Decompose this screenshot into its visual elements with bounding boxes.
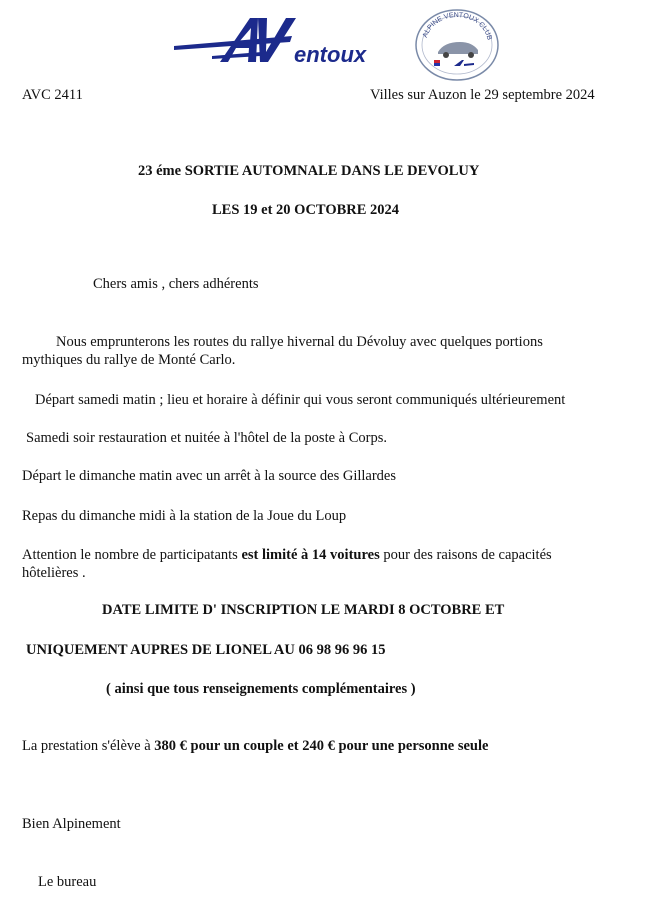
registration-info: ( ainsi que tous renseignements complémentaires ) <box>106 681 416 697</box>
greeting: Chers amis , chers adhérents <box>93 276 259 292</box>
paragraph-6-post: pour des raisons de capacités <box>379 547 552 563</box>
signature: Le bureau <box>38 874 97 890</box>
place-and-date: Villes sur Auzon le 29 septembre 2024 <box>370 87 595 103</box>
title-line-1: 23 éme SORTIE AUTOMNALE DANS LE DEVOLUY <box>138 163 480 179</box>
club-seal-icon <box>414 8 500 82</box>
paragraph-5: Repas du dimanche midi à la station de la Joue du Loup <box>22 508 347 524</box>
svg-text:ALPINE VENTOUX CLUB: ALPINE VENTOUX CLUB <box>421 11 493 41</box>
reference-number: AVC 2411 <box>22 87 83 103</box>
paragraph-3: Samedi soir restauration et nuitée à l'hôtel de la poste à Corps. <box>26 430 387 446</box>
participant-limit: est limité à 14 voitures <box>241 547 380 563</box>
paragraph-6-line-1 <box>22 546 552 564</box>
price-pre: La prestation s'élève à <box>22 738 155 754</box>
paragraph-6-pre: Attention le nombre de participatants <box>22 547 242 563</box>
registration-deadline: DATE LIMITE D' INSCRIPTION LE MARDI 8 OCTOBRE ET <box>102 602 505 618</box>
paragraph-4: Départ le dimanche matin avec un arrêt à la source des Gillardes <box>22 468 397 484</box>
paragraph-1-line-2: mythiques du rallye de Monté Carlo. <box>22 352 236 368</box>
registration-contact: UNIQUEMENT AUPRES DE LIONEL AU 06 98 96 96 15 <box>26 642 386 658</box>
paragraph-1-line-1: Nous emprunterons les routes du rallye hivernal du Dévoluy avec quelques portions <box>56 334 543 350</box>
price-line <box>22 737 488 755</box>
paragraph-2: Départ samedi matin ; lieu et horaire à définir qui vous seront communiqués ultérieurement <box>35 392 566 408</box>
salutation: Bien Alpinement <box>22 816 121 832</box>
paragraph-6-line-2: hôtelières . <box>22 565 86 581</box>
svg-text:entoux: entoux <box>294 42 367 67</box>
aventoux-logo <box>172 12 378 72</box>
price-amounts: 380 € pour un couple et 240 € pour une personne seule <box>154 738 489 754</box>
title-line-2: LES 19 et 20 OCTOBRE 2024 <box>212 202 400 218</box>
